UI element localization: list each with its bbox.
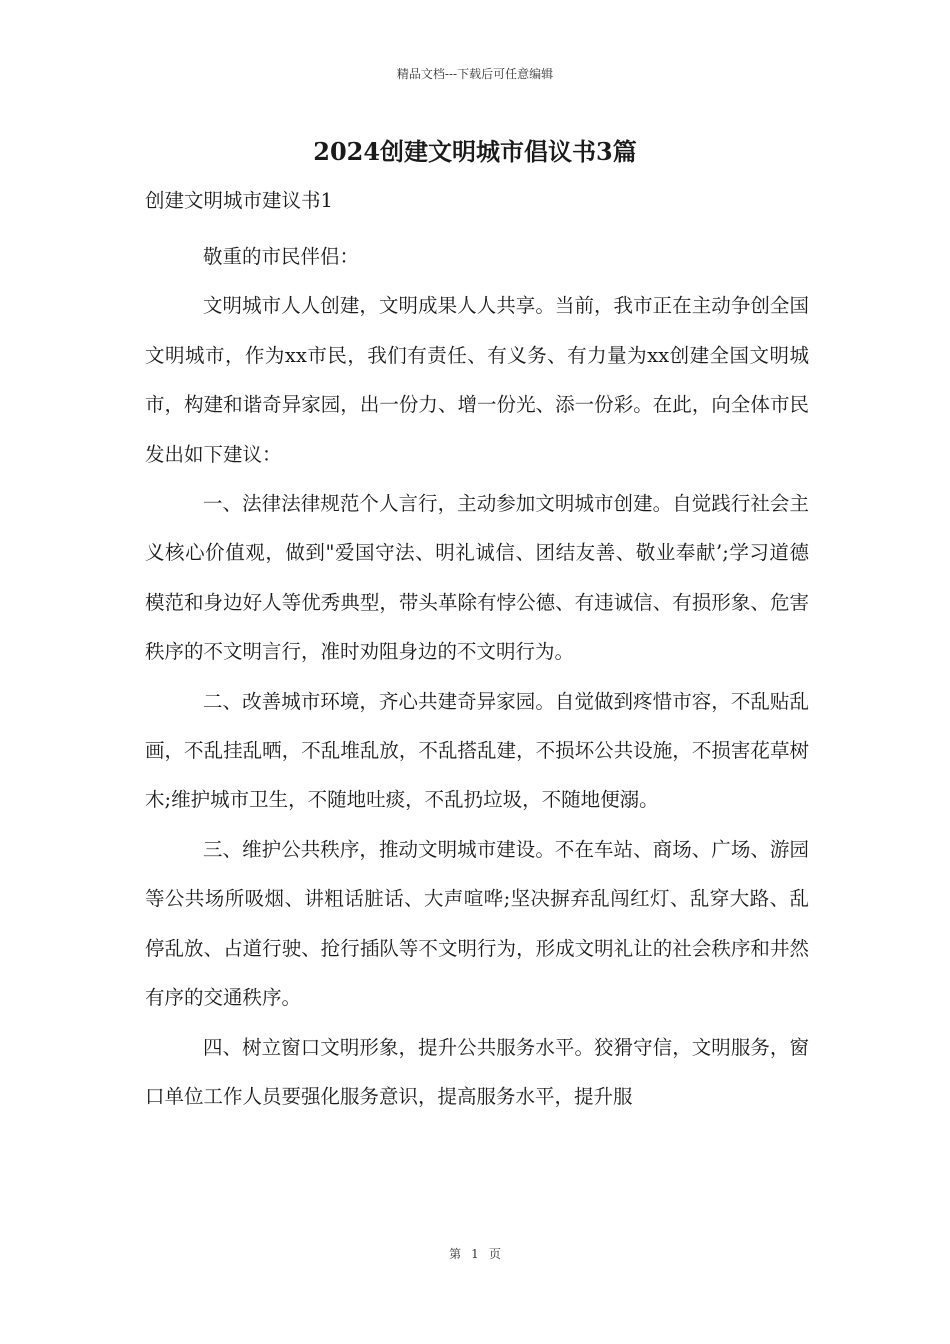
page-number: 1 xyxy=(471,1247,479,1261)
document-body xyxy=(145,232,809,1121)
page-header: 精品文档---下载后可任意编辑 xyxy=(396,67,554,81)
page-number-suffix: 页 xyxy=(488,1247,501,1261)
paragraph-intro: 文明城市人人创建，文明成果人人共享。当前，我市正在主动争创全国文明城市，作为xx市民，我们有责任、有义务、有力量为xx创建全国文明城市，构建和谐奇异家园，出一份力、增一份光、添一份彩。在此，向全体市民发出如下建议： xyxy=(145,294,809,466)
page-number-prefix: 第 xyxy=(449,1247,462,1261)
paragraph-item-1: 一、法律法律规范个人言行，主动参加文明城市创建。自觉践行社会主义核心价值观，做到"爱国守法、明礼诚信、团结友善、敬业奉献’;学习道德模范和身边好人等优秀典型，带头革除有悖公德、有违诚信、有损形象、危害秩序的不文明言行，准时劝阻身边的不文明行为。 xyxy=(145,492,809,664)
paragraph-item-3: 三、维护公共秩序，推动文明城市建设。不在车站、商场、广场、游园等公共场所吸烟、讲粗话脏话、大声喧哗;坚决摒弃乱闯红灯、乱穿大路、乱停乱放、占道行驶、抢行插队等不文明行为，形成文明礼让的社会秩序和井然有序的交通秩序。 xyxy=(145,837,809,1010)
document-title: 2024创建文明城市倡议书3篇 xyxy=(313,137,637,166)
paragraph-item-2: 二、改善城市环境，齐心共建奇异家园。自觉做到疼惜市容，不乱贴乱画，不乱挂乱晒，不乱堆乱放，不乱搭乱建，不损坏公共设施，不损害花草树木;维护城市卫生，不随地吐痰，不乱扔垃圾，不随地便溺。 xyxy=(145,689,809,812)
paragraph-salutation: 敬重的市民伴侣： xyxy=(203,245,360,268)
paragraph-item-4: 四、树立窗口文明形象，提升公共服务水平。狡猾守信，文明服务，窗口单位工作人员要强化服务意识，提高服务水平，提升服 xyxy=(145,1035,809,1108)
section-subtitle: 创建文明城市建议书1 xyxy=(145,189,333,212)
page-footer xyxy=(0,1246,950,1262)
